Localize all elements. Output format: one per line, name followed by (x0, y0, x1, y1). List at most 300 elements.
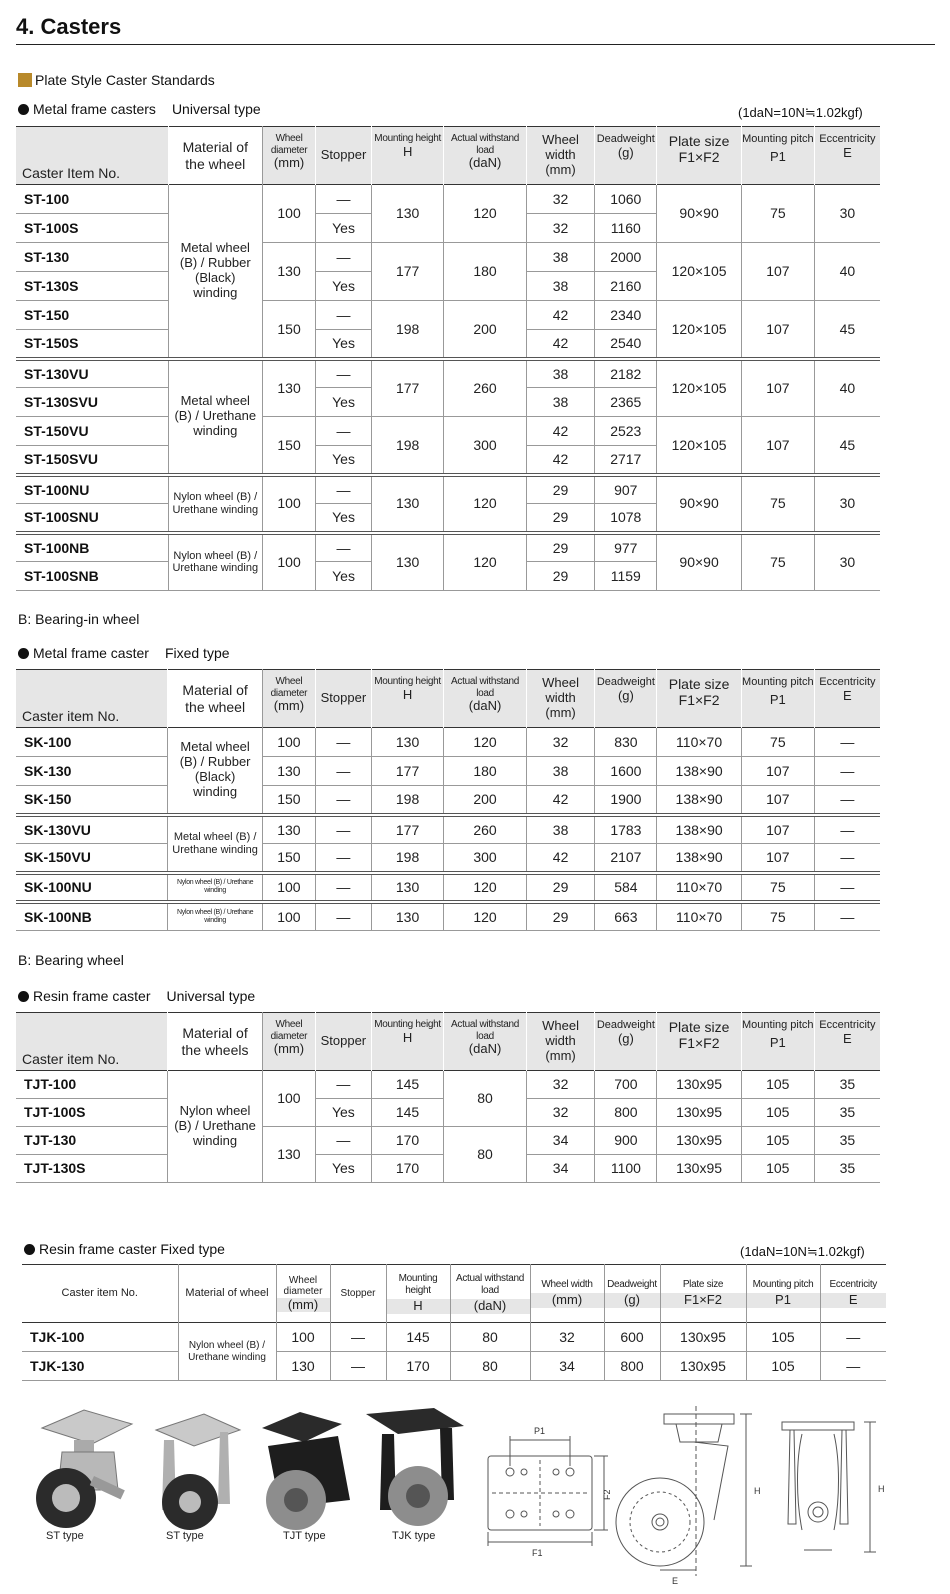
dia-cell: 100 (262, 533, 315, 591)
diagram-h-label-2: H (878, 1484, 885, 1494)
section-2-heading (18, 645, 230, 661)
height-cell: 170 (371, 1127, 444, 1155)
th-wheel-dia-a: Wheel (288, 1274, 318, 1286)
fixed-front-view (782, 1422, 876, 1552)
th-g: (g) (617, 687, 634, 703)
item-no: TJK-100 (22, 1323, 178, 1352)
th-mh-1: Mounting height (374, 133, 441, 144)
th-dw-1: Deadweight (607, 1278, 657, 1290)
th-mh-1: Mounting height (398, 1273, 438, 1296)
th-deadweight (595, 1013, 657, 1071)
th-pitch-1: Mounting pitch (752, 1278, 814, 1290)
section-2-type: Fixed type (164, 645, 230, 661)
dia-cell: 150 (262, 844, 315, 873)
th-item-no: Caster Item No. (16, 127, 168, 185)
bullet-icon (18, 648, 29, 659)
plate-cell: 138×90 (657, 844, 742, 873)
dia-cell: 130 (262, 243, 315, 301)
width-cell: 29 (526, 504, 595, 533)
plate-cell: 110×70 (657, 728, 742, 757)
th-mounting-height (371, 670, 444, 728)
material-line: winding (192, 1132, 238, 1148)
table-row (16, 815, 880, 844)
th-f1f2: F1×F2 (678, 692, 720, 709)
section-2-name: Metal frame caster (33, 645, 149, 661)
load-cell: 120 (444, 185, 526, 243)
th-h: H (402, 1029, 413, 1045)
weight-cell: 1078 (595, 504, 657, 533)
width-cell: 29 (526, 562, 595, 591)
footnote-1: B: Bearing-in wheel (18, 611, 140, 627)
th-mm: (mm) (273, 155, 305, 170)
ecc-cell: — (814, 844, 880, 873)
width-cell: 38 (526, 388, 595, 417)
th-item-no: Caster item No. (22, 1265, 178, 1323)
stopper-cell: Yes (316, 562, 372, 591)
th-stopper: Stopper (316, 1013, 372, 1071)
plate-cell: 120×105 (657, 301, 742, 359)
dimension-drawings (484, 1400, 934, 1590)
width-cell: 32 (526, 214, 595, 243)
pitch-cell: 105 (741, 1071, 814, 1099)
st-type-photo-1 (36, 1410, 132, 1528)
th-p1: P1 (747, 1293, 820, 1308)
pitch-cell: 107 (741, 815, 814, 844)
load-cell: 260 (444, 815, 526, 844)
th-mm: (mm) (273, 1041, 305, 1056)
dia-cell: 130 (262, 359, 315, 417)
width-cell: 32 (530, 1323, 604, 1352)
material-line: Nylon wheel (B) / (173, 549, 258, 562)
pitch-cell: 107 (741, 417, 814, 475)
th-deadweight (595, 127, 657, 185)
th-wheel-dia (262, 127, 315, 185)
plate-cell: 130x95 (657, 1071, 741, 1099)
th-material-2: the wheel (185, 698, 246, 715)
page-title: 4. Casters (16, 14, 122, 39)
pitch-cell: 107 (741, 844, 814, 873)
plate-cell: 138×90 (657, 757, 742, 786)
th-ecc-1: Eccentricity (819, 1019, 876, 1031)
th-wheel-dia-1: Wheel diameter (270, 676, 308, 699)
weight-cell: 2107 (595, 844, 657, 873)
th-deadweight (604, 1265, 660, 1323)
th-ecc (814, 670, 880, 728)
th-p1: P1 (769, 148, 786, 164)
material-line: (B) / Urethane (174, 1118, 256, 1134)
th-withstand-1: Actual withstand load (451, 676, 520, 699)
dia-cell: 130 (262, 815, 315, 844)
height-cell: 130 (371, 533, 444, 591)
load-cell: 180 (444, 243, 526, 301)
th-withstand (444, 670, 526, 728)
stopper-cell: — (316, 844, 372, 873)
table-row (16, 533, 880, 562)
stopper-cell: Yes (316, 446, 372, 475)
th-pitch-1: Mounting pitch (742, 676, 814, 688)
table-resin-fixed (22, 1264, 886, 1381)
dia-cell: 100 (262, 873, 315, 902)
material-line: winding (193, 284, 238, 300)
ecc-cell: 35 (814, 1155, 880, 1183)
width-cell: 38 (526, 359, 595, 388)
th-pitch-1: Mounting pitch (742, 1019, 814, 1031)
ecc-cell: 35 (814, 1099, 880, 1127)
diagram-p1-label: P1 (534, 1426, 546, 1436)
load-cell: 120 (444, 533, 526, 591)
th-dan: (daN) (451, 1299, 530, 1314)
ecc-cell: — (814, 873, 880, 902)
width-cell: 42 (526, 786, 595, 815)
stopper-cell: — (316, 185, 372, 214)
table-row (16, 417, 880, 446)
th-material (168, 127, 262, 185)
weight-cell: 1600 (595, 757, 657, 786)
th-plate-size (660, 1265, 746, 1323)
material-line: Metal wheel (180, 739, 250, 755)
stopper-cell: — (316, 533, 372, 562)
load-cell: 120 (444, 873, 526, 902)
table-metal-universal (16, 126, 880, 591)
ecc-cell: — (814, 786, 880, 815)
stopper-cell: Yes (316, 504, 372, 533)
th-item-no: Caster item No. (16, 1013, 168, 1071)
th-g: (g) (605, 1293, 660, 1308)
th-stopper: Stopper (330, 1265, 386, 1323)
st-type-photo-2 (156, 1414, 240, 1530)
th-ecc-1: Eccentricity (819, 676, 876, 688)
material-line: Nylon wheel (B) / (188, 1340, 266, 1351)
height-cell: 198 (371, 786, 444, 815)
plate-cell: 130x95 (657, 1127, 741, 1155)
weight-cell: 1900 (595, 786, 657, 815)
th-wheel-width (526, 1013, 595, 1071)
section-1-type: Universal type (171, 101, 261, 117)
width-cell: 42 (526, 844, 595, 873)
th-material-2: the wheel (185, 155, 246, 172)
th-ww-1: Wheel width (542, 1018, 579, 1048)
th-ecc (814, 127, 880, 185)
width-cell: 38 (526, 272, 595, 301)
table-row (16, 786, 880, 815)
th-e: E (843, 144, 852, 160)
plate-cell: 130x95 (657, 1099, 741, 1127)
th-g: (g) (617, 1030, 634, 1046)
dia-cell: 100 (262, 1071, 315, 1127)
width-cell: 29 (526, 475, 595, 504)
ecc-cell: — (814, 815, 880, 844)
th-dw-1: Deadweight (596, 676, 655, 688)
material-line: Urethane winding (172, 562, 259, 575)
th-ww-1: Wheel width (541, 1278, 593, 1290)
material-line: (B) / Rubber (179, 754, 251, 770)
plate-top-view (488, 1436, 608, 1546)
material-line: (B) / Urethane (174, 408, 257, 424)
weight-cell: 663 (595, 902, 657, 931)
dia-cell: 130 (276, 1352, 330, 1381)
width-cell: 29 (526, 902, 595, 931)
dia-cell: 150 (262, 301, 315, 359)
pitch-cell: 105 (741, 1127, 814, 1155)
th-material (168, 1013, 262, 1071)
th-ps-1: Plate size (668, 133, 730, 149)
ecc-cell: 30 (814, 185, 880, 243)
ecc-cell: 40 (814, 359, 880, 417)
th-pitch-1: Mounting pitch (742, 133, 814, 145)
stopper-cell: Yes (316, 214, 372, 243)
height-cell: 130 (371, 728, 444, 757)
width-cell: 38 (526, 757, 595, 786)
weight-cell: 800 (595, 1099, 657, 1127)
th-pitch (746, 1265, 820, 1323)
weight-cell: 700 (595, 1071, 657, 1099)
height-cell: 145 (371, 1099, 444, 1127)
th-withstand (444, 127, 526, 185)
load-cell: 260 (444, 359, 526, 417)
stopper-cell: — (316, 1127, 372, 1155)
height-cell: 177 (371, 815, 444, 844)
ecc-cell: 30 (814, 475, 880, 533)
unit-note-4: (1daN=10N≒1.02kgf) (740, 1244, 865, 1259)
item-no: ST-150SVU (16, 446, 168, 475)
item-no: ST-100SNU (16, 504, 168, 533)
th-h: H (402, 686, 413, 702)
th-material-2: the wheels (181, 1041, 249, 1058)
plate-cell: 120×105 (657, 359, 742, 417)
pitch-cell: 75 (741, 902, 814, 931)
width-cell: 29 (526, 533, 595, 562)
weight-cell: 907 (595, 475, 657, 504)
th-mm-2: (mm) (545, 1047, 576, 1063)
th-material-1: Material of (182, 139, 248, 156)
material-line: Nylon wheel (179, 1103, 251, 1119)
caption-st-2: ST type (166, 1530, 204, 1542)
th-mh-1: Mounting height (374, 1019, 441, 1030)
stopper-cell: — (316, 1071, 372, 1099)
item-no: SK-130 (16, 757, 168, 786)
width-cell: 34 (526, 1127, 595, 1155)
plate-cell: 110×70 (657, 902, 742, 931)
plate-cell: 130x95 (660, 1352, 746, 1381)
material-line: Nylon wheel (B) / (173, 490, 258, 503)
th-material-1: Material of (182, 682, 248, 699)
pitch-cell: 105 (741, 1099, 814, 1127)
load-cell: 200 (444, 301, 526, 359)
width-cell: 42 (526, 301, 595, 330)
ecc-cell: — (820, 1323, 886, 1352)
stopper-cell: — (316, 873, 372, 902)
th-wheel-dia (262, 670, 315, 728)
dia-cell: 130 (262, 757, 315, 786)
th-pitch (741, 1013, 814, 1071)
th-material-1: Material of (182, 1025, 248, 1042)
item-no: TJT-100 (16, 1071, 168, 1099)
material-line: winding (193, 422, 238, 438)
th-stopper: Stopper (316, 127, 372, 185)
ecc-cell: 35 (814, 1127, 880, 1155)
material-cell: Nylon wheel (B) / Urethane winding (168, 873, 262, 902)
section-4-name: Resin frame caster Fixed type (39, 1241, 225, 1257)
material-cell: Nylon wheel (B) / Urethane winding (168, 902, 262, 931)
section-3-heading (18, 988, 255, 1004)
pitch-cell: 75 (741, 185, 814, 243)
th-dan: (daN) (468, 1041, 502, 1056)
material-line: winding (193, 784, 238, 800)
section-4-heading (24, 1241, 225, 1257)
weight-cell: 2365 (595, 388, 657, 417)
th-wheel-dia-b: diameter (283, 1286, 323, 1298)
width-cell: 32 (526, 185, 595, 214)
pitch-cell: 75 (741, 873, 814, 902)
th-wheel-dia-1: Wheel diameter (270, 133, 308, 156)
section-1-name: Metal frame casters (33, 101, 156, 117)
dia-cell: 100 (262, 475, 315, 533)
item-no: TJT-130 (16, 1127, 168, 1155)
width-cell: 38 (526, 243, 595, 272)
height-cell: 130 (371, 902, 444, 931)
item-no: SK-100 (16, 728, 168, 757)
weight-cell: 2717 (595, 446, 657, 475)
caption-st-1: ST type (46, 1530, 84, 1542)
table-row (22, 1323, 886, 1352)
title-rule (16, 44, 935, 45)
stopper-cell: — (316, 786, 372, 815)
height-cell: 198 (371, 301, 444, 359)
th-wheel-width (526, 670, 595, 728)
ecc-cell: — (814, 902, 880, 931)
table-row (16, 359, 880, 388)
plate-cell: 138×90 (657, 815, 742, 844)
width-cell: 42 (526, 417, 595, 446)
table-row (16, 757, 880, 786)
table-row (16, 902, 880, 931)
th-p1: P1 (769, 1034, 786, 1050)
weight-cell: 2540 (595, 330, 657, 359)
load-cell: 80 (450, 1323, 530, 1352)
height-cell: 170 (371, 1155, 444, 1183)
width-cell: 32 (526, 1071, 595, 1099)
weight-cell: 900 (595, 1127, 657, 1155)
table-row (16, 873, 880, 902)
width-cell: 38 (526, 815, 595, 844)
plate-cell: 120×105 (657, 417, 742, 475)
th-plate-size (657, 1013, 741, 1071)
plate-cell: 110×70 (657, 873, 742, 902)
plate-cell: 138×90 (657, 786, 742, 815)
th-dan: (daN) (468, 698, 502, 713)
item-no: ST-100NU (16, 475, 168, 504)
stopper-cell: Yes (316, 388, 372, 417)
material-line: Metal wheel (180, 239, 250, 255)
th-dw-1: Deadweight (596, 133, 655, 145)
stopper-cell: — (316, 728, 372, 757)
th-h: H (402, 143, 413, 159)
stopper-cell: — (330, 1323, 386, 1352)
th-ww-1: Wheel width (542, 132, 579, 162)
th-ecc (820, 1265, 886, 1323)
plate-cell: 130x95 (657, 1155, 741, 1183)
section-1-heading (18, 101, 261, 117)
height-cell: 130 (371, 873, 444, 902)
load-cell: 80 (444, 1127, 526, 1183)
item-no: ST-150VU (16, 417, 168, 446)
th-f1f2: F1×F2 (661, 1293, 746, 1308)
th-material (168, 670, 262, 728)
caster-photos (14, 1400, 484, 1540)
bullet-icon (24, 1244, 35, 1255)
diagram-e-label: E (672, 1576, 679, 1586)
material-cell (168, 1071, 262, 1183)
stopper-cell: — (316, 757, 372, 786)
table-row (16, 243, 880, 272)
pitch-cell: 107 (741, 786, 814, 815)
stopper-cell: — (330, 1352, 386, 1381)
section-3-type: Universal type (166, 988, 256, 1004)
th-withstand (444, 1013, 526, 1071)
diagram-f2-label: F2 (602, 1489, 612, 1500)
th-e: E (843, 687, 852, 703)
weight-cell: 830 (595, 728, 657, 757)
width-cell: 29 (526, 873, 595, 902)
material-line: (Black) (195, 269, 236, 285)
pitch-cell: 105 (741, 1155, 814, 1183)
dia-cell: 130 (262, 1127, 315, 1183)
item-no: ST-150 (16, 301, 168, 330)
th-ps-1: Plate size (668, 676, 730, 692)
bullet-icon (18, 991, 29, 1002)
diagram-f1-label: F1 (532, 1548, 543, 1558)
swivel-side-view (616, 1406, 752, 1576)
th-e: E (821, 1293, 887, 1308)
weight-cell: 800 (604, 1352, 660, 1381)
plate-cell: 90×90 (657, 185, 742, 243)
height-cell: 177 (371, 243, 444, 301)
pitch-cell: 75 (741, 728, 814, 757)
item-no: SK-100NB (16, 902, 168, 931)
table-metal-fixed (16, 669, 880, 931)
width-cell: 42 (526, 330, 595, 359)
item-no: SK-150VU (16, 844, 168, 873)
th-item-no: Caster item No. (16, 670, 168, 728)
pitch-cell: 107 (741, 359, 814, 417)
height-cell: 198 (371, 844, 444, 873)
th-mm-2: (mm) (531, 1293, 604, 1308)
table-row (16, 728, 880, 757)
th-f1f2: F1×F2 (678, 149, 720, 166)
th-mounting-height (386, 1265, 450, 1323)
item-no: ST-130S (16, 272, 168, 301)
weight-cell: 1160 (595, 214, 657, 243)
item-no: ST-100S (16, 214, 168, 243)
stopper-cell: Yes (316, 330, 372, 359)
th-ecc (814, 1013, 880, 1071)
material-line: Metal wheel (180, 393, 250, 409)
th-mm-2: (mm) (545, 704, 576, 720)
material-line: Urethane winding (172, 843, 258, 856)
ecc-cell: 45 (814, 417, 880, 475)
width-cell: 34 (526, 1155, 595, 1183)
load-cell: 80 (450, 1352, 530, 1381)
weight-cell: 2182 (595, 359, 657, 388)
height-cell: 177 (371, 359, 444, 417)
th-dw-1: Deadweight (596, 1019, 655, 1031)
th-wheel-dia (276, 1265, 330, 1323)
ecc-cell: — (814, 757, 880, 786)
dia-cell: 100 (262, 728, 315, 757)
weight-cell: 600 (604, 1323, 660, 1352)
th-pitch (741, 670, 814, 728)
unit-note-1: (1daN=10N≒1.02kgf) (738, 105, 863, 120)
